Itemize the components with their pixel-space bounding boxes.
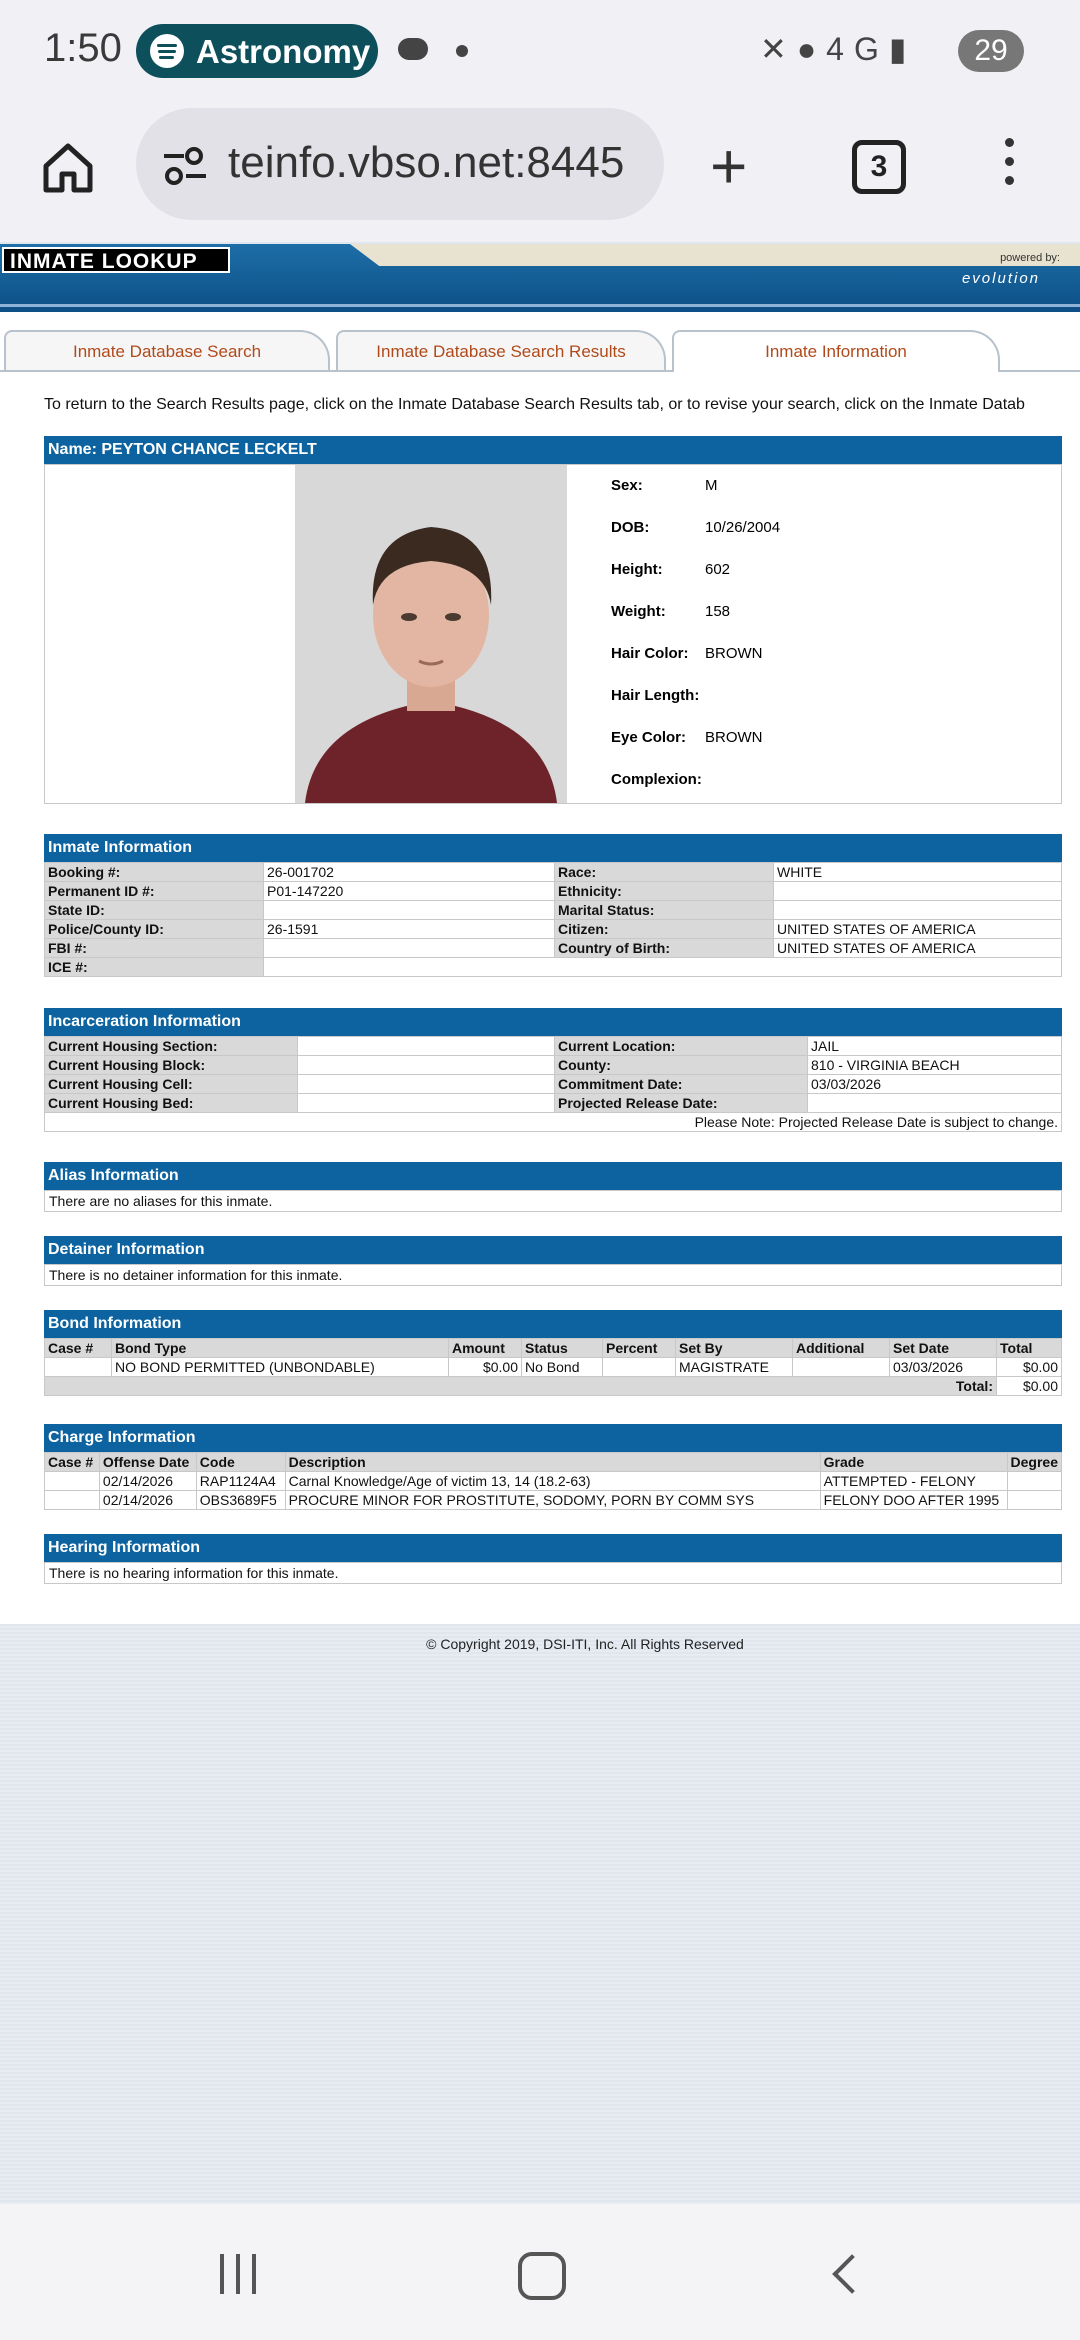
section-header: Incarceration Information [44, 1008, 1062, 1036]
evolution-logo: evolution [961, 270, 1040, 287]
section-header: Inmate Information [44, 834, 1062, 862]
page-tabs [0, 330, 1080, 372]
physical-row: Sex: M [611, 477, 718, 494]
release-date-note: Please Note: Projected Release Date is subject to change. [45, 1113, 1062, 1132]
table-header-row: Case # Offense Date Code Description Grade Degree [45, 1453, 1062, 1472]
detainer-section [44, 1236, 1062, 1286]
mute-icon: ✕ [760, 31, 797, 67]
bond-total-row: Total: $0.00 [45, 1377, 1062, 1396]
system-nav-bar [0, 2204, 1080, 2340]
name-header: Name: PEYTON CHANCE LECKELT [44, 436, 1062, 464]
status-bar [0, 0, 1080, 100]
section-header: Detainer Information [44, 1236, 1062, 1264]
physical-row: Complexion: [611, 771, 702, 788]
table-row: Current Housing Section: Current Location: JAIL [45, 1037, 1062, 1056]
powered-by-label: powered by: [1000, 252, 1060, 264]
browser-toolbar [0, 100, 1080, 242]
table-row: Current Housing Bed: Projected Release Date: [45, 1094, 1062, 1113]
mugshot-image [295, 465, 567, 803]
physical-row: Height: 602 [611, 561, 731, 578]
table-row: Current Housing Cell: Commitment Date: 03/03/2026 [45, 1075, 1062, 1094]
banner-strip [350, 244, 1080, 266]
new-tab-icon[interactable]: + [710, 130, 748, 202]
web-page [0, 244, 1080, 1624]
name-section [44, 436, 1062, 804]
table-row: Booking #: 26-001702 Race: WHITE [45, 863, 1062, 882]
section-header: Hearing Information [44, 1534, 1062, 1562]
section-header: Bond Information [44, 1310, 1062, 1338]
physical-row: Weight: 158 [611, 603, 731, 620]
table-row: NO BOND PERMITTED (UNBONDABLE) $0.00 No Bond MAGISTRATE 03/03/2026 $0.00 [45, 1358, 1062, 1377]
table-row: State ID: Marital Status: [45, 901, 1062, 920]
hearing-text: There is no hearing information for this inmate. [44, 1562, 1062, 1584]
system-icons [760, 30, 916, 68]
physical-row: Eye Color: BROWN [611, 729, 763, 746]
back-button[interactable] [832, 2254, 872, 2294]
site-settings-icon[interactable] [162, 146, 208, 186]
tab-inmate-database-search[interactable]: Inmate Database Search [4, 330, 330, 370]
table-row: ICE #: [45, 958, 1062, 977]
physical-row: DOB: 10/26/2004 [611, 519, 781, 536]
alias-text: There are no aliases for this inmate. [44, 1190, 1062, 1212]
home-button[interactable] [518, 2252, 566, 2300]
notification-dot-icon [456, 45, 468, 57]
charge-table [44, 1452, 1062, 1510]
inmate-photo [295, 465, 567, 803]
table-header-row: Case # Bond Type Amount Status Percent Set By Additional Set Date Total [45, 1339, 1062, 1358]
site-logo: INMATE LOOKUP [2, 247, 230, 273]
spotify-icon [150, 34, 184, 68]
recent-apps-button[interactable] [220, 2254, 260, 2294]
tab-inmate-information[interactable]: Inmate Information [672, 330, 1000, 372]
hearing-section [44, 1534, 1062, 1584]
table-row: 02/14/2026 OBS3689F5 PROCURE MINOR FOR PROSTITUTE, SODOMY, PORN BY COMM SYS FELONY DOO AFTER 1995 [45, 1491, 1062, 1510]
detainer-text: There is no detainer information for this inmate. [44, 1264, 1062, 1286]
site-banner [0, 244, 1080, 312]
network-type: 4G [826, 31, 889, 67]
battery-indicator: 29 [958, 30, 1024, 72]
physical-row: Hair Length: [611, 687, 700, 704]
page-background [0, 1624, 1080, 2204]
physical-row: Hair Color: BROWN [611, 645, 763, 662]
url-text: teinfo.vbso.net:8445 [228, 138, 625, 187]
section-header: Charge Information [44, 1424, 1062, 1452]
bond-table [44, 1338, 1062, 1396]
table-row: FBI #: Country of Birth: UNITED STATES OF AMERICA [45, 939, 1062, 958]
media-pill[interactable] [136, 24, 378, 78]
bond-section [44, 1310, 1062, 1396]
tab-inmate-search-results[interactable]: Inmate Database Search Results [336, 330, 666, 370]
incarceration-table [44, 1036, 1062, 1132]
section-header: Alias Information [44, 1162, 1062, 1190]
physical-description [611, 477, 780, 813]
inmate-info-table [44, 862, 1062, 977]
intro-text: To return to the Search Results page, click on the Inmate Database Search Results tab, or to revise your search, click on the Inmate Datab [44, 396, 1025, 413]
alias-section [44, 1162, 1062, 1212]
table-row: Permanent ID #: P01-147220 Ethnicity: [45, 882, 1062, 901]
address-bar[interactable] [136, 108, 664, 220]
media-title: Astronomy [196, 33, 371, 70]
location-icon: ● [796, 31, 827, 67]
home-icon[interactable] [42, 142, 94, 194]
chat-icon [398, 38, 428, 60]
charge-section [44, 1424, 1062, 1510]
tab-switcher-button[interactable]: 3 [852, 140, 906, 194]
signal-icon: ▮ [888, 31, 917, 67]
inmate-information-section [44, 834, 1062, 977]
table-row: Police/County ID: 26-1591 Citizen: UNITED STATES OF AMERICA [45, 920, 1062, 939]
more-menu-icon[interactable] [1005, 138, 1015, 195]
table-row: 02/14/2026 RAP1124A4 Carnal Knowledge/Age of victim 13, 14 (18.2-63) ATTEMPTED - FELONY [45, 1472, 1062, 1491]
incarceration-section [44, 1008, 1062, 1132]
table-row [45, 1113, 1062, 1132]
clock: 1:50 [44, 26, 122, 70]
table-row: Current Housing Block: County: 810 - VIRGINIA BEACH [45, 1056, 1062, 1075]
copyright-footer: © Copyright 2019, DSI-ITI, Inc. All Rights Reserved [426, 1636, 744, 1652]
